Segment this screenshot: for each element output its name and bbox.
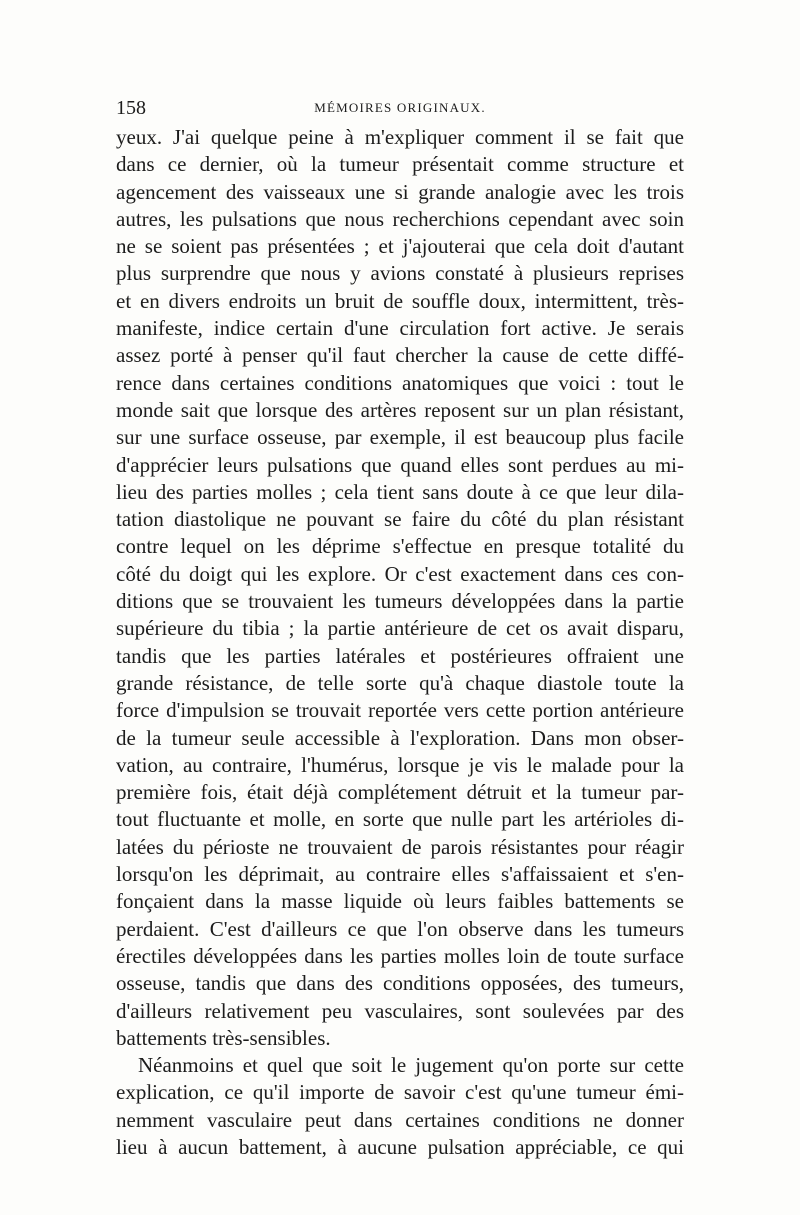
- running-title: MÉMOIRES ORIGINAUX.: [314, 100, 486, 115]
- text-line: dans ce dernier, où la tumeur présentait comme structure et: [116, 152, 684, 177]
- text-line: d'ailleurs relativement peu vasculaires, sont soulevées par des: [116, 998, 684, 1023]
- text-line: yeux. J'ai quelque peine à m'expliquer comment il se fait que: [116, 125, 684, 149]
- text-line: ditions que se trouvaient les tumeurs développées dans la partie: [116, 589, 684, 614]
- running-head: [116, 96, 684, 120]
- text-line: manifeste, indice certain d'une circulation fort active. Je serais: [116, 316, 684, 341]
- text-line: force d'impulsion se trouvait reportée vers cette portion antérieure: [116, 698, 684, 723]
- text-line: lieu à aucun battement, à aucune pulsation appréciable, ce qui: [116, 1134, 684, 1159]
- text-line: ne se soient pas présentées ; et j'ajouterai que cela doit d'autant: [116, 234, 684, 259]
- text-line: Néanmoins et quel que soit le jugement qu'on porte sur cette: [138, 1053, 684, 1078]
- text-line: lieu des parties molles ; cela tient sans doute à ce que leur dila-: [116, 479, 684, 504]
- text-line: vation, au contraire, l'humérus, lorsque je vis le malade pour la: [116, 752, 684, 777]
- text-line: explication, ce qu'il importe de savoir c'est qu'une tumeur émi-: [116, 1080, 684, 1105]
- text-line: tandis que les parties latérales et postérieures offraient une: [116, 643, 684, 668]
- text-line: battements très-sensibles.: [116, 1025, 331, 1050]
- text-line: lorsqu'on les déprimait, au contraire elles s'affaissaient et s'en-: [116, 862, 684, 887]
- text-line: côté du doigt qui les explore. Or c'est exactement dans ces con-: [116, 561, 684, 586]
- body-text: [116, 124, 684, 1161]
- text-line: et en divers endroits un bruit de souffle doux, intermittent, très-: [116, 288, 684, 313]
- text-line: latées du périoste ne trouvaient de parois résistantes pour réagir: [116, 834, 684, 859]
- text-line: osseuse, tandis que dans des conditions opposées, des tumeurs,: [116, 971, 684, 996]
- text-line: tout fluctuante et molle, en sorte que nulle part les artérioles di-: [116, 807, 684, 832]
- text-line: tation diastolique ne pouvant se faire du côté du plan résistant: [116, 507, 684, 532]
- text-line: érectiles développées dans les parties molles loin de toute surface: [116, 943, 684, 968]
- text-line: autres, les pulsations que nous recherchions cependant avec soin: [116, 206, 684, 231]
- text-line: fonçaient dans la masse liquide où leurs faibles battements se: [116, 889, 684, 914]
- text-line: sur une surface osseuse, par exemple, il est beaucoup plus facile: [116, 425, 684, 450]
- text-line: nemment vasculaire peut dans certaines conditions ne donner: [116, 1107, 684, 1132]
- text-line: plus surprendre que nous y avions constaté à plusieurs reprises: [116, 261, 684, 286]
- text-line: agencement des vaisseaux une si grande analogie avec les trois: [116, 179, 684, 204]
- page-number: 158: [116, 97, 146, 119]
- text-line: première fois, était déjà complétement détruit et la tumeur par-: [116, 780, 684, 805]
- text-line: d'apprécier leurs pulsations que quand elles sont perdues au mi-: [116, 452, 684, 477]
- text-line: rence dans certaines conditions anatomiques que voici : tout le: [116, 370, 684, 395]
- text-line: contre lequel on les déprime s'effectue en presque totalité du: [116, 534, 684, 559]
- text-line: perdaient. C'est d'ailleurs ce que l'on observe dans les tumeurs: [116, 916, 684, 941]
- text-line: assez porté à penser qu'il faut chercher la cause de cette diffé-: [116, 343, 684, 368]
- text-line: monde sait que lorsque des artères reposent sur un plan résistant,: [116, 397, 684, 422]
- text-line: grande résistance, de telle sorte qu'à chaque diastole toute la: [116, 670, 684, 695]
- text-line: de la tumeur seule accessible à l'exploration. Dans mon obser-: [116, 725, 684, 750]
- text-line: supérieure du tibia ; la partie antérieure de cet os avait disparu,: [116, 616, 684, 641]
